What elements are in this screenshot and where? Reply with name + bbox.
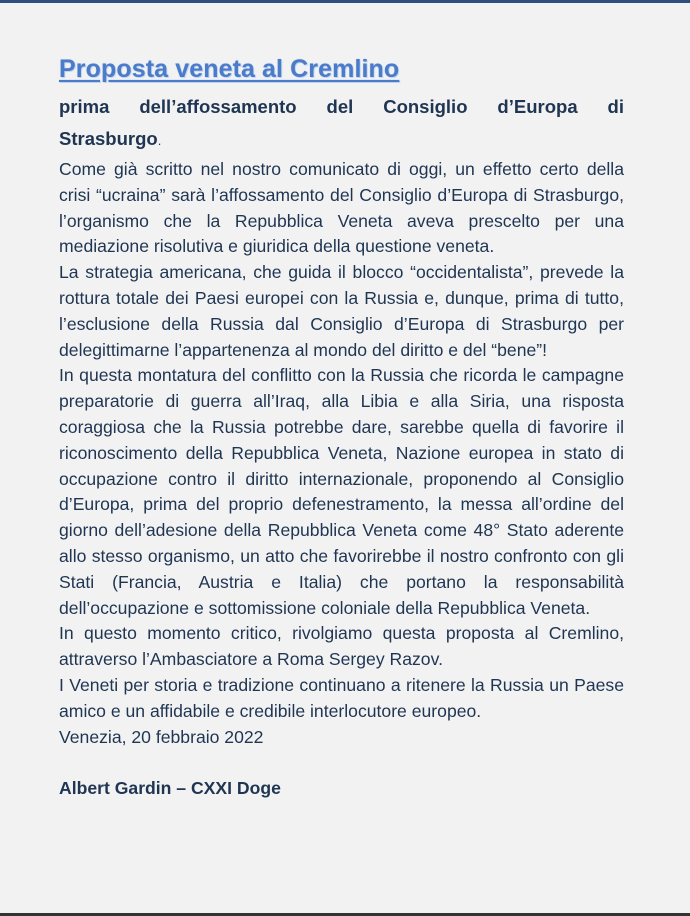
document-page xyxy=(59,52,624,801)
paragraph-1: Come già scritto nel nostro comunicato di oggi, un effetto certo della crisi “ucraina” sarà l’affossamento del Consiglio d’Europa di Strasburgo, l’organismo che la Repubblica Veneta aveva prescelto per una mediazione risolutiva e giuridica della questione veneta. xyxy=(59,159,624,257)
subtitle-text: prima dell’affossamento del Consiglio d’Europa di Strasburgo xyxy=(59,96,624,149)
signature: Albert Gardin – CXXI Doge xyxy=(59,778,281,799)
top-border xyxy=(0,0,690,3)
paragraph-2: La strategia americana, che guida il blocco “occidentalista”, prevede la rottura totale dei Paesi europei con la Russia e, dunque, prima di tutto, l’esclusione della Russia dal Consiglio d’Europa di Strasburgo per delegittimarne l’appartenenza al mondo del diritto e del “bene”! xyxy=(59,262,624,360)
document-subtitle xyxy=(59,91,624,157)
document-title: Proposta veneta al Cremlino xyxy=(59,55,400,83)
date-line: Venezia, 20 febbraio 2022 xyxy=(59,726,264,747)
paragraph-5: I Veneti per storia e tradizione continuano a ritenere la Russia un Paese amico e un affidabile e credibile interlocutore europeo. xyxy=(59,674,624,721)
paragraph-3: In questa montatura del conflitto con la Russia che ricorda le campagne preparatorie di guerra all’Iraq, alla Libia e alla Siria, una risposta coraggiosa che la Russia potrebbe dare, sarebbe quella di favorire il riconoscimento della Repubblica Veneta, Nazione europea in stato di occupazione contro il diritto internazionale, proponendo al Consiglio d’Europa, prima del proprio defenestramento, la messa all’ordine del giorno dell’adesione della Repubblica Veneta come 48° Stato aderente allo stesso organismo, un atto che favorirebbe il nostro confronto con gli Stati (Francia, Austria e Italia) che portano la responsabilità dell’occupazione e sottomissione coloniale della Repubblica Veneta. xyxy=(59,365,624,618)
paragraph-4: In questo momento critico, rivolgiamo questa proposta al Cremlino, attraverso l’Ambasciatore a Roma Sergey Razov. xyxy=(59,623,624,670)
subtitle-dot: . xyxy=(157,133,162,148)
